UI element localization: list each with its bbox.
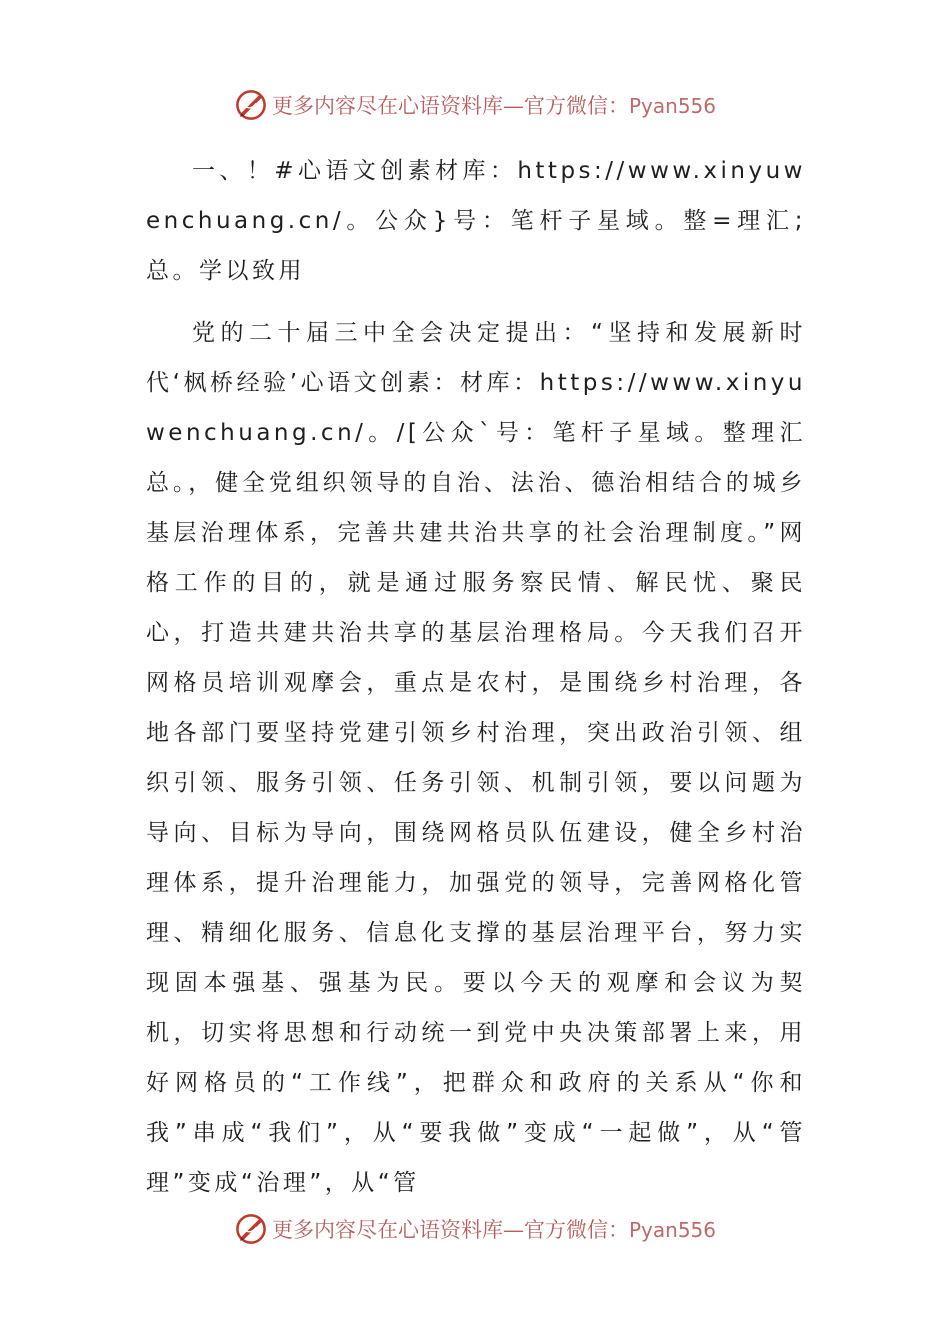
paragraph-1: 一、！#心语文创素材库：https://www.xinyuwenchuang.cn/。公众}号：笔杆子星域。整=理汇;总。学以致用 bbox=[146, 158, 806, 284]
paragraph-2: 党的二十届三中全会决定提出：“坚持和发展新时代‘枫桥经验’心语文创素：材库：https://www.xinyuwenchuang.cn/。/[公众`号：笔杆子星域。整理汇总。，健全党组织领导的自治、法治、德治相结合的城乡基层治理体系，完善共建共治共享的社会治理制度。”网格工作的目的，就是通过服务察民情、解民忧、聚民心，打造共建共治共享的基层治理格局。今天我们召开网格员培训观摩会，重点是农村，是围绕乡村治理，各地各部门要坚持党建引领乡村治理，突出政治引领、组织引领、服务引领、任务引领、机制引领，要以问题为导向、目标为导向，围绕网格员队伍建设，健全乡村治理体系，提升治理能力，加强党的领导，完善网格化管理、精细化服务、信息化支撑的基层治理平台，努力实现固本强基、强基为民。要以今天的观摩和会议为契机，切实将思想和行动统一到党中央决策部署上来，用好网格员的“工作线”，把群众和政府的关系从“你和我”串成“我们”，从“要我做”变成“一起做”，从“管理”变成“治理”，从“管 bbox=[146, 320, 806, 1196]
pen-seal-logo-icon bbox=[234, 88, 268, 122]
footer-banner-label: 更多内容尽在心语资料库—官方微信： bbox=[271, 1218, 629, 1242]
document-body bbox=[146, 146, 806, 1208]
header-wechat-account: Pyan556 bbox=[628, 94, 716, 118]
pen-seal-logo-icon bbox=[234, 1212, 268, 1246]
footer-banner bbox=[0, 1207, 950, 1251]
footer-banner-text bbox=[272, 1214, 716, 1244]
header-banner-label: 更多内容尽在心语资料库—官方微信： bbox=[271, 94, 629, 118]
header-banner-text bbox=[272, 90, 716, 120]
footer-wechat-account: Pyan556 bbox=[628, 1218, 716, 1242]
header-banner bbox=[0, 83, 950, 127]
